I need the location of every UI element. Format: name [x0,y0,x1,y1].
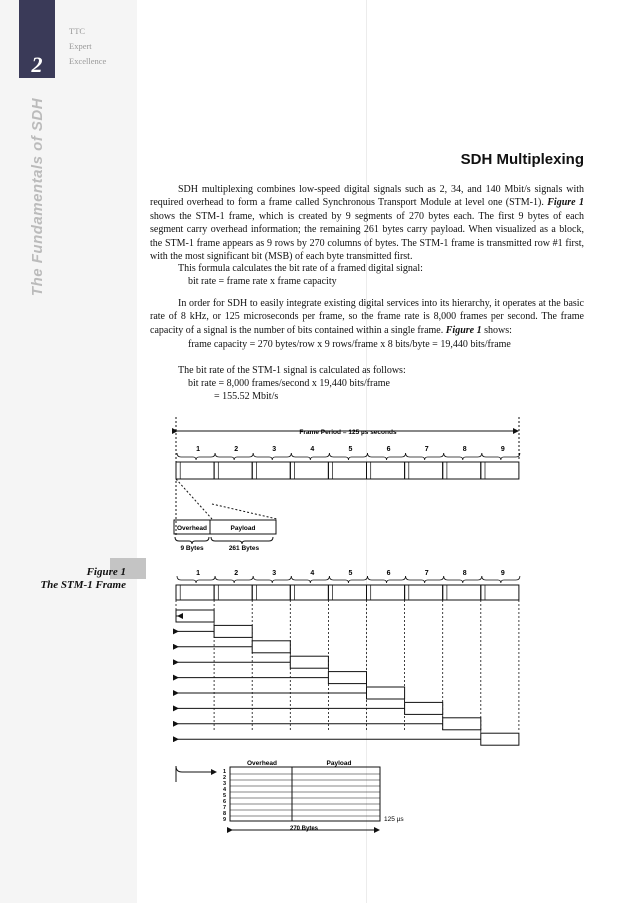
figure-reference: Figure 1 [547,197,585,209]
segment-brace [406,453,444,460]
formula-2: frame capacity = 270 bytes/row x 9 rows/frame x 8 bits/byte = 19,440 bits/frame [188,339,511,350]
staircase-segment [481,733,519,745]
segment-brace [329,453,367,460]
row-number: 7 [222,805,226,811]
segment-box [214,585,252,600]
row-number: 6 [222,799,226,805]
segment-box [367,462,405,479]
segment-number: 7 [424,570,429,577]
segment-box [290,585,328,600]
segment-box [252,585,290,600]
segment-number: 3 [272,570,277,577]
segment-number: 4 [310,446,315,453]
staircase-segment [328,672,366,684]
payload-bytes-label: 261 Bytes [228,545,260,552]
segment-number: 8 [462,570,467,577]
segment-number: 9 [500,570,505,577]
frame-period-label: Frame Period = 125 µs seconds [299,429,397,436]
segment-box [481,585,519,600]
staircase-segment [367,687,405,699]
payload-small-label: Payload [230,525,256,532]
segment-number: 6 [386,570,391,577]
segment-brace [444,453,482,460]
segment-brace [253,576,291,583]
staircase-segment [214,625,252,637]
segment-number: 1 [196,570,201,577]
segment-box [214,462,252,479]
segment-number: 8 [462,446,467,453]
segment-number: 3 [272,446,277,453]
segment-box [176,585,214,600]
segment-number: 5 [348,446,353,453]
row-number: 9 [222,817,226,823]
segment-brace [329,576,367,583]
segment-number: 9 [500,446,505,453]
staircase-segment [443,718,481,730]
org-line-1: TTC [69,26,86,36]
formula-4: = 155.52 Mbit/s [214,391,279,402]
segment-brace [406,576,444,583]
segment-number: 7 [424,446,429,453]
overhead-small-label: Overhead [177,525,207,532]
segment-brace [291,576,329,583]
segment-brace [253,453,291,460]
row-number: 1 [222,769,226,775]
segment-box [328,585,366,600]
segment-brace [368,453,406,460]
segment-brace [177,576,215,583]
segment-box [328,462,366,479]
segment-box [367,585,405,600]
segment-brace [444,576,482,583]
paragraph-3-cont: shows: [484,324,512,336]
segment-box [405,462,443,479]
figure-label: Figure 1 [86,566,126,578]
segment-brace [482,453,520,460]
overhead-bytes-label: 9 Bytes [180,545,204,552]
segment-box [443,462,481,479]
org-line-3: Excellence [69,56,107,66]
staircase-segment [290,656,328,668]
segment-box [252,462,290,479]
segment-number: 1 [196,446,201,453]
segment-box [405,585,443,600]
segment-box [443,585,481,600]
segment-brace [177,453,215,460]
overhead-block-label: Overhead [247,760,277,767]
figure-caption: The STM-1 Frame [40,579,126,591]
segment-brace [482,576,520,583]
time-label: 125 µs [384,816,404,823]
segment-number: 4 [310,570,315,577]
org-line-2: Expert [69,41,92,51]
row-number: 4 [222,787,226,793]
row-number: 2 [222,775,226,781]
staircase-segment [176,610,214,622]
row-number: 3 [222,781,226,787]
segment-number: 5 [348,570,353,577]
segment-number: 2 [234,570,239,577]
staircase-segment [252,641,290,653]
segment-box [176,462,214,479]
formula-1: bit rate = frame rate x frame capacity [188,276,337,287]
formula-3: bit rate = 8,000 frames/second x 19,440 bits/frame [188,378,390,389]
row-number: 8 [222,811,226,817]
segment-brace [368,576,406,583]
segment-brace [291,453,329,460]
row-number: 5 [222,793,226,799]
segment-box [290,462,328,479]
payload-block-label: Payload [326,760,352,767]
segment-number: 6 [386,446,391,453]
sidebar-title: The Fundamentals of SDH [29,97,46,297]
columns-label: 270 Bytes [289,826,319,832]
staircase-segment [405,702,443,714]
paragraph-4: The bit rate of the STM-1 signal is calculated as follows: [178,365,406,376]
segment-number: 2 [234,446,239,453]
segment-box [481,462,519,479]
page-number: 2 [31,52,43,77]
segment-brace [215,576,253,583]
section-title: SDH Multiplexing [460,151,584,168]
segment-brace [215,453,253,460]
paragraph-2: This formula calculates the bit rate of a framed digital signal: [178,263,423,274]
paragraph-3-text: In order for SDH to easily integrate existing digital services into its hierarchy, it operates at the basic rate of 8 kHz, or 125 microseconds per frame, so the frame rate is 8,000 frames per second. The frame capacity of a signal is the number of bits contained within a single frame. [150,298,584,336]
figure-reference: Figure 1 [445,324,482,336]
paragraph-1-cont: shows the STM-1 frame, which is created by 9 segments of 270 bytes each. The first 9 bytes of each segment carry overhead information; the remaining 261 bytes carry payload. When visualized as a block, the STM-1 frame appears as 9 rows by 270 columns of bytes. The STM-1 frame is transmitted row #1 first, with the most significant bit (MSB) of each byte transmitted first. [150,210,584,263]
paragraph-1-text: SDH multiplexing combines low-speed digital signals such as 2, 34, and 140 Mbit/s signals with required overhead to form a frame called Synchronous Transport Module at level one (STM-1). [150,184,584,209]
